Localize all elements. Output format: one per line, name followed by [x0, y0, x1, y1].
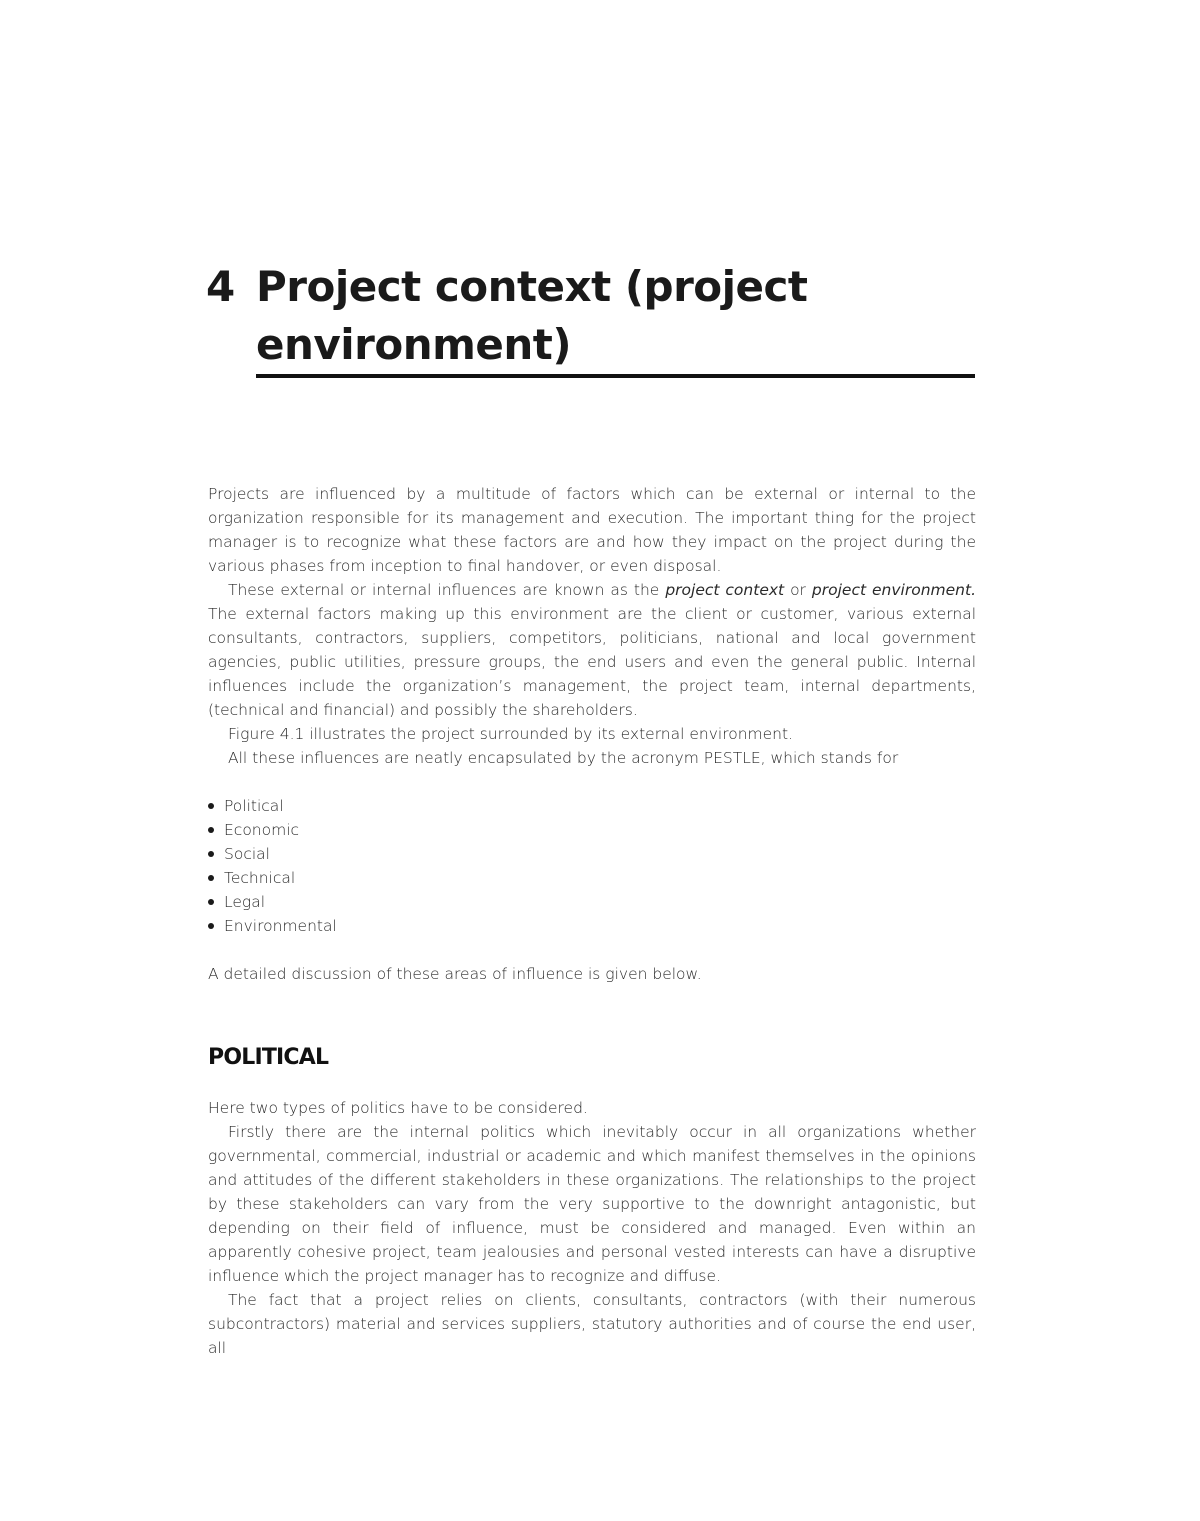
title-underline-rule: [256, 374, 975, 378]
intro-paragraph-4: All these influences are neatly encapsulated by the acronym PESTLE, which stands for: [228, 749, 899, 767]
list-item: [208, 842, 976, 866]
list-item: [208, 866, 976, 890]
political-paragraph-1: Here two types of politics have to be considered.: [208, 1099, 588, 1117]
list-item-label: Technical: [224, 869, 296, 887]
intro-paragraph-2-rest: The external factors making up this environment are the client or customer, various external consultants, contractors, suppliers, competitors, politicians, national and local government agencies, public utilities, pressure groups, the end users and even the general public. Internal influences include the organization’s management, the project team, internal departments, (technical and financial) and possibly the shareholders.: [208, 605, 976, 719]
list-item-label: Environmental: [224, 917, 337, 935]
section-heading-political: POLITICAL: [208, 1045, 329, 1070]
bullet-icon: [208, 803, 214, 809]
list-item: [208, 794, 976, 818]
intro-paragraph-2-lead: These external or internal influences are known as the: [228, 581, 666, 599]
intro-paragraph-3: Figure 4.1 illustrates the project surrounded by its external environment.: [228, 725, 794, 743]
political-paragraph-3: The fact that a project relies on clients, consultants, contractors (with their numerous subcontractors) material and services suppliers, statutory authorities and of course the end user, all: [208, 1291, 976, 1357]
term-project-environment: project environment.: [811, 581, 976, 599]
list-item-label: Political: [224, 797, 284, 815]
intro-paragraph-2-or: or: [784, 581, 812, 599]
chapter-number: 4: [206, 262, 235, 311]
chapter-title-text: Project context (project environment): [256, 262, 808, 369]
chapter-heading: [206, 258, 976, 374]
political-paragraph-2: Firstly there are the internal politics which inevitably occur in all organizations whether governmental, commercial, industrial or academic and which manifest themselves in the opinions and attitudes of the different stakeholders in these organizations. The relationships to the project by these stakeholders can vary from the very supportive to the downright antagonistic, but depending on their field of influence, must be considered and managed. Even within an apparently cohesive project, team jealousies and personal vested interests can have a disruptive influence which the project manager has to recognize and diffuse.: [208, 1123, 976, 1285]
chapter-title: [206, 258, 976, 374]
bullet-icon: [208, 923, 214, 929]
bullet-icon: [208, 875, 214, 881]
intro-paragraph-1: Projects are influenced by a multitude of factors which can be external or internal to the organization responsible for its management and execution. The important thing for the project manager is to recognize what these factors are and how they impact on the project during the various phases from inception to final handover, or even disposal.: [208, 485, 976, 575]
bullet-icon: [208, 851, 214, 857]
bullet-icon: [208, 899, 214, 905]
body-text: [208, 482, 976, 1360]
list-item: [208, 890, 976, 914]
bullet-icon: [208, 827, 214, 833]
pestle-list: [208, 794, 976, 938]
list-item-label: Legal: [224, 893, 266, 911]
list-item-label: Economic: [224, 821, 300, 839]
list-item-label: Social: [224, 845, 270, 863]
discussion-note: A detailed discussion of these areas of influence is given below.: [208, 965, 702, 983]
term-project-context: project context: [665, 581, 785, 599]
list-item: [208, 818, 976, 842]
intro-paragraph-2: [208, 578, 976, 722]
list-item: [208, 914, 976, 938]
